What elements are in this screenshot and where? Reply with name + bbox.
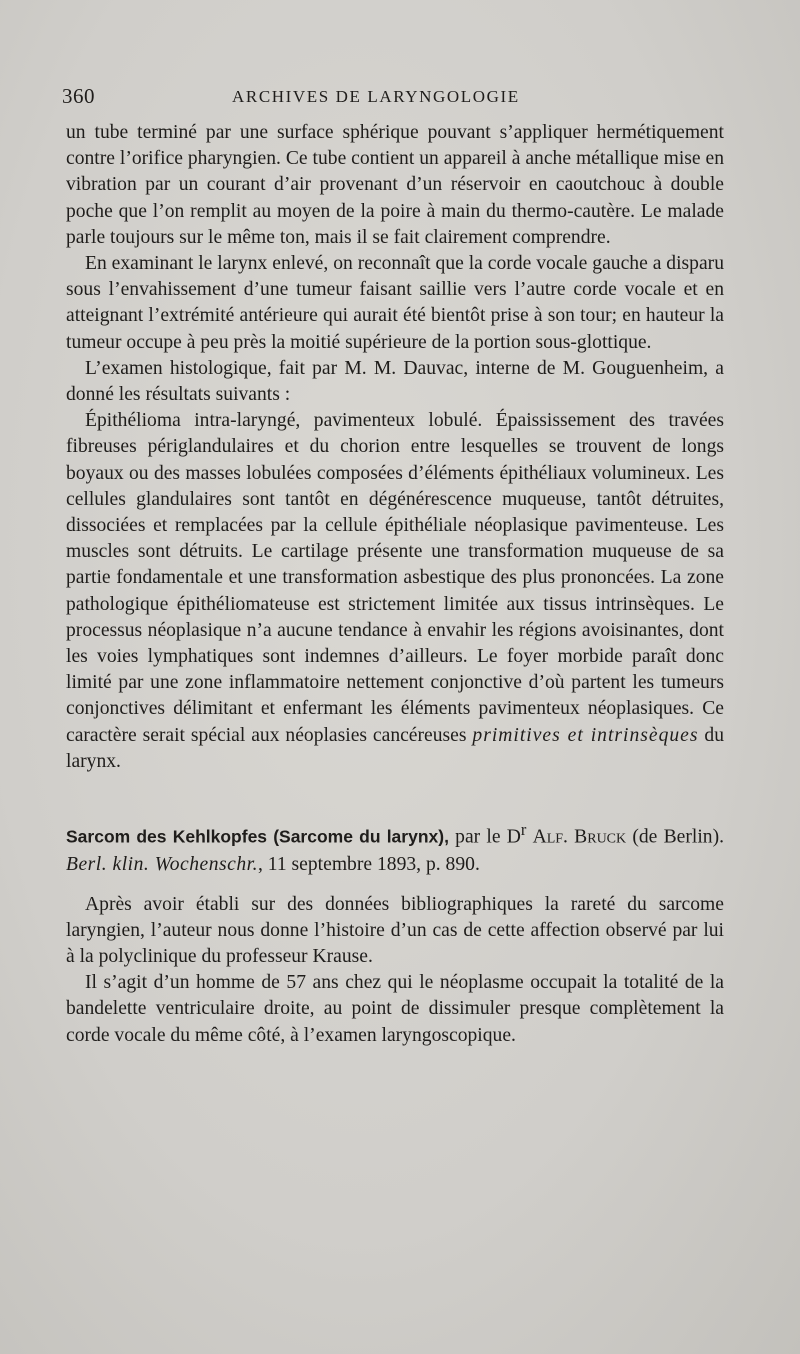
bibliographic-reference	[66, 816, 724, 878]
reference-author: Alf. Bruck	[532, 826, 627, 848]
reference-journal: Berl. klin. Wochenschr.	[66, 853, 258, 875]
paragraph-histology-intro: L’examen histologique, fait par M. M. Dauvac, interne de M. Gouguenheim, a donné les résultats suivants :	[66, 357, 724, 406]
paragraph-continuation: un tube terminé par une surface sphérique pouvant s’appliquer hermétiquement contre l’orifice pharyngien. Ce tube contient un appareil à anche métallique mise en vibration par un courant d’air provenant d’un réservoir en caoutchouc à double poche que l’on remplit au moyen de la poire à main du thermo-cautère. Le malade parle toujours sur le même ton, mais il se fait clairement comprendre.	[66, 122, 724, 248]
reference-title: Sarcom des Kehlkopfes (Sarcome du larynx),	[66, 826, 449, 847]
reference-sup: r	[520, 820, 527, 840]
reference-by: par le D	[455, 826, 521, 848]
paragraph-case-description: Il s’agit d’un homme de 57 ans chez qui le néoplasme occupait la totalité de la bandelette ventriculaire droite, au point de dissimuler presque complètement la corde vocale du même côté, à l’examen laryngoscopique.	[66, 972, 724, 1046]
body-text	[66, 120, 724, 1049]
histology-text: Épithélioma intra-laryngé, pavimenteux lobulé. Épaississement des travées fibreuses périglandulaires et du chorion entre lesquelles se trouvent de longs boyaux ou des masses lobulées composées d’éléments épithéliaux volumineux. Les cellules glandulaires sont tantôt en dégénérescence muqueuse, tantôt détruites, dissociées et remplacées par la cellule épithéliale néoplasique pavimenteuse. Les muscles sont détruits. Le cartilage présente une transformation muqueuse de sa partie fondamentale et une transformation asbestique des plus prononcées. La zone pathologique épithéliomateuse est strictement limitée aux tissus intrinsèques. Le processus néoplasique n’a aucune tendance à envahir les régions avoisinantes, dont les voies lymphatiques sont indemnes d’ailleurs. Le foyer morbide paraît donc limité par une zone inflammatoire nettement conjonctive d’où partent les tumeurs conjonctives délimitant et enfermant les éléments pavimenteux néoplasiques. Ce caractère serait spécial aux néoplasies cancéreuses	[66, 410, 724, 746]
page-number: 360	[62, 84, 95, 108]
paragraph-sarcoma-summary: Après avoir établi sur des données bibliographiques la rareté du sarcome laryngien, l’auteur nous donne l’histoire d’un cas de cette affection observé par lui à la polyclinique du professeur Krause.	[66, 893, 724, 968]
emphasis-primitives: primitives et intrinsèques	[472, 724, 699, 746]
paragraph-larynx-examination: En examinant le larynx enlevé, on reconnaît que la corde vocale gauche a disparu sous l’envahissement d’une tumeur faisant saillie vers l’autre corde vocale et en atteignant l’extrémité antérieure qui aurait été bientôt prise à son tour; en hauteur la tumeur occupe à peu près la moitié supérieure de la portion sous-glottique.	[66, 253, 724, 353]
page-header	[62, 84, 722, 114]
reference-city: (de Berlin).	[632, 826, 724, 848]
histology-ending: du larynx.	[66, 724, 724, 772]
running-title: ARCHIVES DE LARYNGOLOGIE	[232, 87, 520, 106]
paragraph-histology-findings	[66, 408, 724, 775]
reference-citation: , 11 septembre 1893, p. 890.	[258, 853, 480, 875]
